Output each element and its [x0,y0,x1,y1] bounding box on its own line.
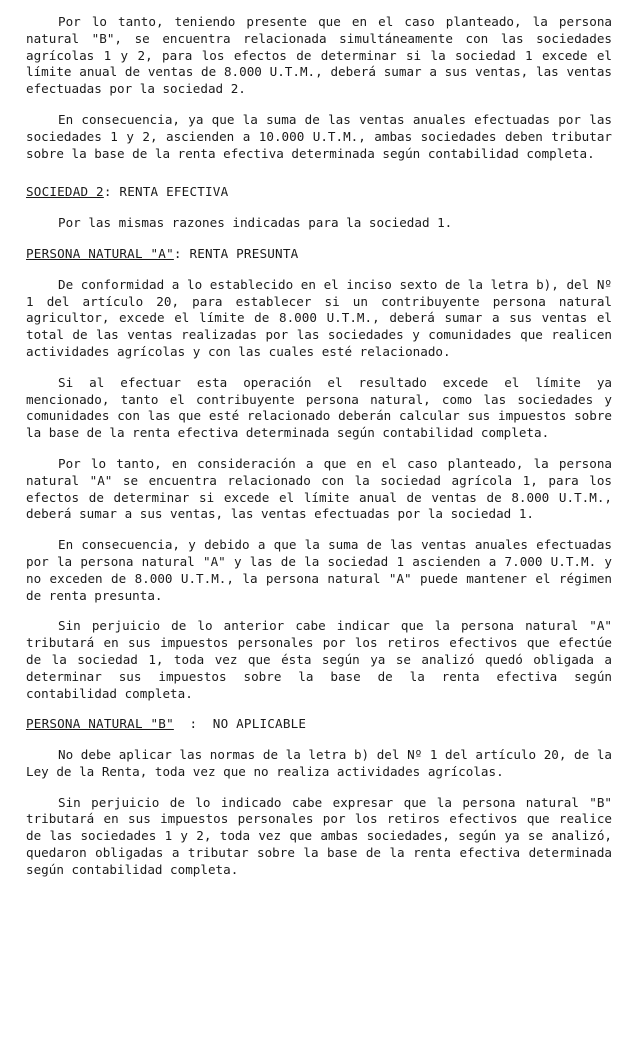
heading-persona-a-sep: : [173,245,190,261]
heading-persona-b-label: PERSONA NATURAL "B" [26,716,174,732]
paragraph-1: Por lo tanto, teniendo presente que en el caso planteado, la persona natural "B", se encuentra relacionada simultáneamente con las sociedades agrícolas 1 y 2, para los efectos de determinar si la sociedad 1 excede el límite anual de ventas de 8.000 U.T.M., deberá sumar a sus ventas, las ventas efectuadas por la sociedad 2. [26,14,612,97]
paragraph-6: Por lo tanto, en consideración a que en el caso planteado, la persona natural "A" se encuentra relacionado con la sociedad agrícola 1, para los efectos de determinar si excede el límite anual de ventas de 8.000 U.T.M., deberá sumar a sus ventas, las ventas efectuadas por la sociedad 1. [26,455,612,522]
heading-sociedad-2-label: SOCIEDAD 2 [26,184,104,200]
paragraph-10: Sin perjuicio de lo indicado cabe expresar que la persona natural "B" tributará en sus impuestos personales por los retiros efectivos que realice de las sociedades 1 y 2, toda vez que ambas sociedades, según ya se analizó, quedaron obligadas a tributar sobre la base de la renta efectiva determinada según contabilidad completa. [26,794,612,877]
heading-sociedad-2-sep: : [103,184,120,200]
heading-sociedad-2 [26,184,612,201]
paragraph-9: No debe aplicar las normas de la letra b) del Nº 1 del artículo 20, de la Ley de la Renta, toda vez que no realiza actividades agrícolas. [26,747,612,779]
heading-persona-a [26,246,612,263]
heading-persona-a-label: PERSONA NATURAL "A" [26,245,174,261]
paragraph-4: De conformidad a lo establecido en el inciso sexto de la letra b), del Nº 1 del artículo 20, para establecer si un contribuyente persona natural agricultor, excede el límite de 8.000 U.T.M., deberá sumar a sus ventas el total de las ventas realizadas por las sociedades y comunidades que realicen actividades agrícolas y con las cuales esté relacionado. [26,276,612,359]
paragraph-5: Si al efectuar esta operación el resultado excede el límite ya mencionado, tanto el contribuyente persona natural, como las sociedades y comunidades con las que esté relacionado deberán calcular sus impuestos sobre la base de la renta efectiva determinada según contabilidad completa. [26,374,612,441]
paragraph-8: Sin perjuicio de lo anterior cabe indicar que la persona natural "A" tributará en sus impuestos personales por los retiros efectivos que efectúe de la sociedad 1, toda vez que ésta según ya se analizó quedó obligada a determinar sus impuestos sobre la base de la renta efectiva según contabilidad completa. [26,618,612,701]
paragraph-7: En consecuencia, y debido a que la suma de las ventas anuales efectuadas por la persona natural "A" y las de la sociedad 1 ascienden a 7.000 U.T.M. y no exceden de 8.000 U.T.M., la persona natural "A" puede mantener el régimen de renta presunta. [26,537,612,603]
paragraph-3: Por las mismas razones indicadas para la sociedad 1. [58,215,453,231]
heading-sociedad-2-rest: RENTA EFECTIVA [119,184,229,200]
heading-persona-b-sep: : [173,716,213,732]
paragraph-2: En consecuencia, ya que la suma de las ventas anuales efectuadas por las sociedades 1 y 2, ascienden a 10.000 U.T.M., ambas sociedades deben tributar sobre la base de la renta efectiva determinada según contabilidad completa. [26,111,612,161]
heading-persona-a-rest: RENTA PRESUNTA [189,245,299,261]
heading-persona-b-rest: NO APLICABLE [212,716,307,732]
heading-persona-b [26,716,612,733]
